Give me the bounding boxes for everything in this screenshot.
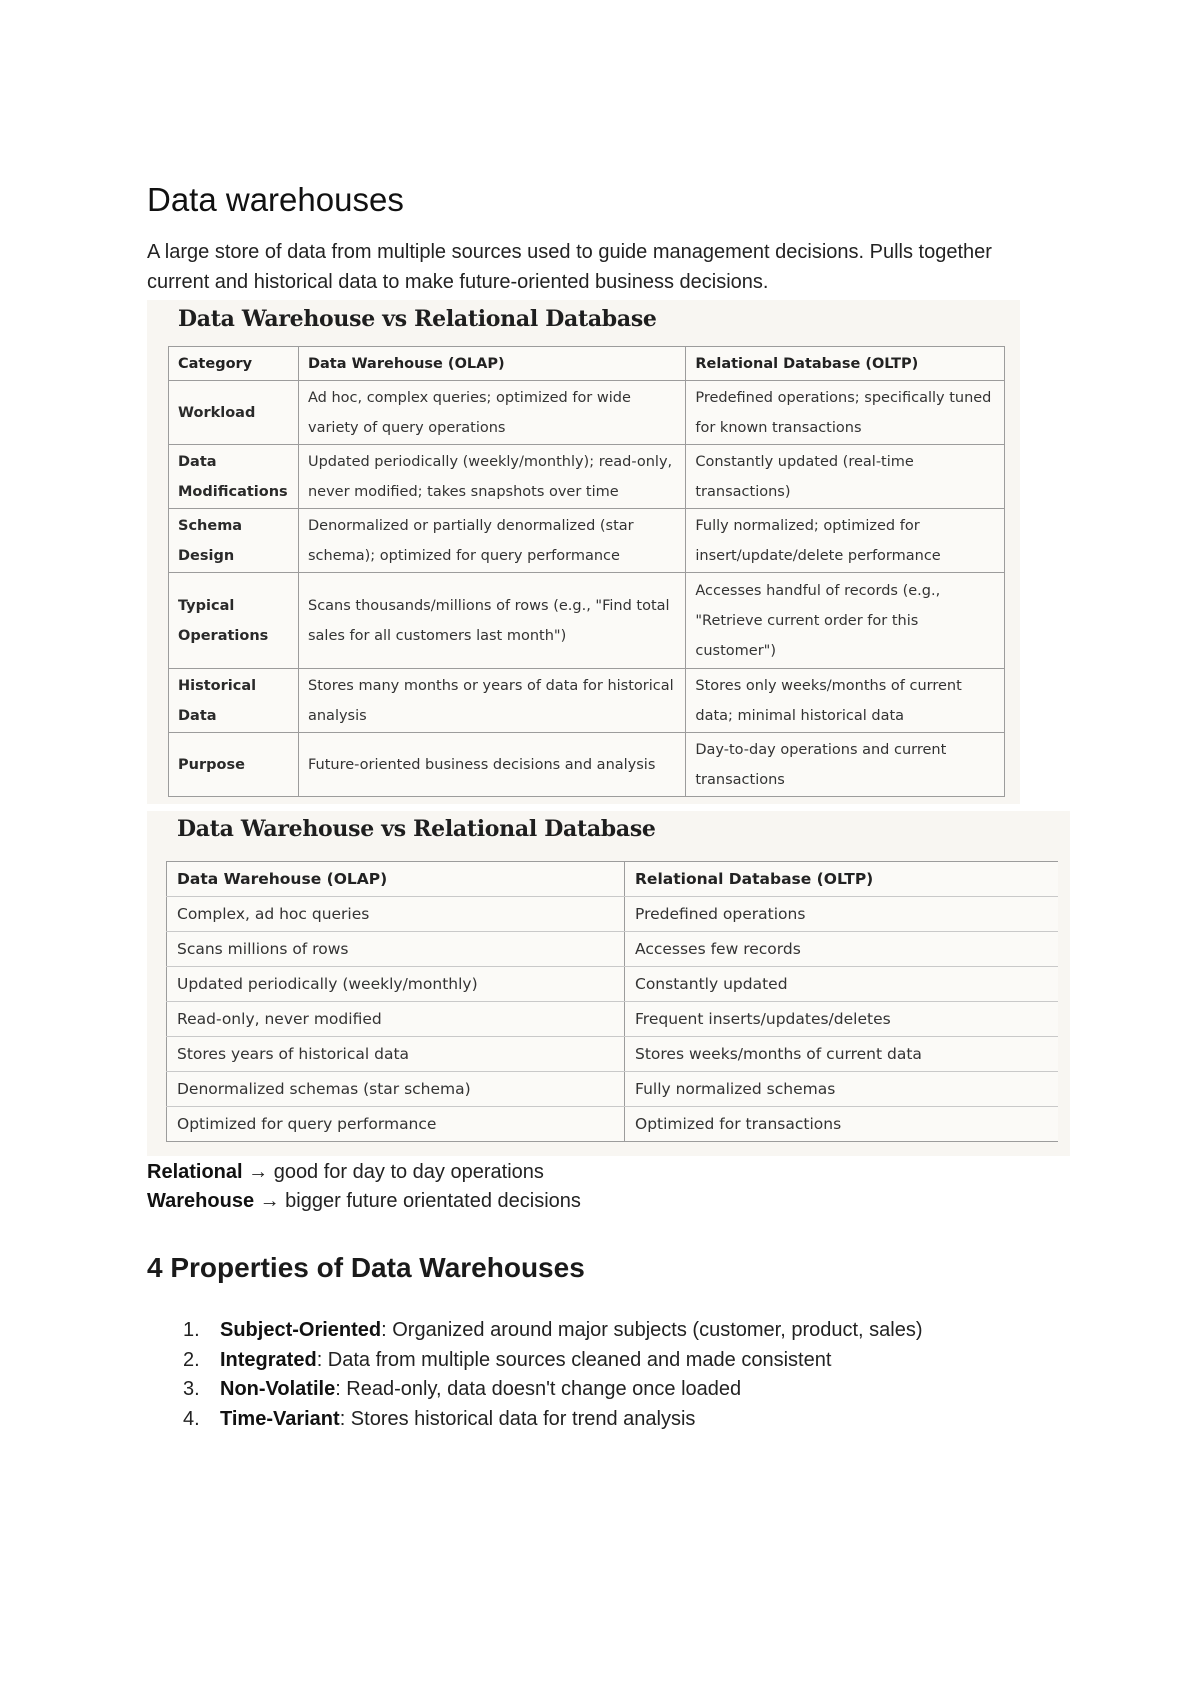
category-cell: Workload bbox=[169, 381, 299, 445]
summary-lines bbox=[147, 1158, 581, 1216]
table-cell: Stores weeks/months of current data bbox=[625, 1037, 1059, 1072]
list-number: 4. bbox=[183, 1407, 200, 1430]
summary-text: → good for day to day operations bbox=[242, 1161, 544, 1183]
category-cell: Typical Operations bbox=[169, 573, 299, 669]
table-cell: Future-oriented business decisions and analysis bbox=[298, 733, 685, 797]
column-header: Relational Database (OLTP) bbox=[686, 347, 1005, 381]
intro-paragraph: A large store of data from multiple sources used to guide management decisions. Pulls together current and historical data to make future-oriented business decisions. bbox=[147, 241, 992, 293]
table-row bbox=[169, 733, 1005, 797]
list-item bbox=[147, 1405, 923, 1435]
category-cell: Data Modifications bbox=[169, 445, 299, 509]
table-cell: Fully normalized; optimized for insert/update/delete performance bbox=[686, 509, 1005, 573]
summary-table bbox=[166, 861, 1058, 1142]
category-cell: Historical Data bbox=[169, 669, 299, 733]
table-cell: Stores only weeks/months of current data; minimal historical data bbox=[686, 669, 1005, 733]
property-term: Non-Volatile bbox=[220, 1378, 336, 1400]
table-row bbox=[169, 573, 1005, 669]
table-cell: Denormalized or partially denormalized (star schema); optimized for query performance bbox=[298, 509, 685, 573]
column-header: Data Warehouse (OLAP) bbox=[167, 862, 625, 897]
detailed-table bbox=[168, 346, 1005, 797]
table-cell: Ad hoc, complex queries; optimized for wide variety of query operations bbox=[298, 381, 685, 445]
table-cell: Constantly updated bbox=[625, 967, 1059, 1002]
table-row bbox=[169, 669, 1005, 733]
property-text: : Organized around major subjects (customer, product, sales) bbox=[381, 1319, 923, 1341]
property-term: Time-Variant bbox=[220, 1407, 340, 1430]
table-cell: Day-to-day operations and current transactions bbox=[686, 733, 1005, 797]
table-cell: Read-only, never modified bbox=[167, 1002, 625, 1037]
table-cell: Scans thousands/millions of rows (e.g., "Find total sales for all customers last month") bbox=[298, 573, 685, 669]
property-text: : Stores historical data for trend analysis bbox=[339, 1407, 696, 1430]
table-row bbox=[167, 1002, 1059, 1037]
table-cell: Denormalized schemas (star schema) bbox=[167, 1072, 625, 1107]
table-cell: Frequent inserts/updates/deletes bbox=[625, 1002, 1059, 1037]
summary-text: → bigger future orientated decisions bbox=[254, 1190, 581, 1212]
table-cell: Updated periodically (weekly/monthly) bbox=[167, 967, 625, 1002]
table-cell: Scans millions of rows bbox=[167, 932, 625, 967]
list-item bbox=[147, 1375, 923, 1405]
table-row bbox=[167, 932, 1059, 967]
table-row bbox=[167, 1037, 1059, 1072]
table-cell: Stores many months or years of data for historical analysis bbox=[298, 669, 685, 733]
table-heading: Data Warehouse vs Relational Database bbox=[177, 816, 656, 842]
table-cell: Accesses handful of records (e.g., "Retrieve current order for this customer") bbox=[686, 573, 1005, 669]
table-cell: Optimized for transactions bbox=[625, 1107, 1059, 1142]
property-text: : Read-only, data doesn't change once loaded bbox=[335, 1378, 742, 1400]
table-row bbox=[169, 445, 1005, 509]
table-cell: Updated periodically (weekly/monthly); read-only, never modified; takes snapshots over time bbox=[298, 445, 685, 509]
category-cell: Purpose bbox=[169, 733, 299, 797]
category-cell: Schema Design bbox=[169, 509, 299, 573]
column-header: Relational Database (OLTP) bbox=[625, 862, 1059, 897]
summary-line bbox=[147, 1187, 581, 1216]
table-row bbox=[167, 967, 1059, 1002]
page-title: Data warehouses bbox=[147, 181, 404, 218]
table-cell: Stores years of historical data bbox=[167, 1037, 625, 1072]
summary-term: Warehouse bbox=[147, 1190, 255, 1212]
list-number: 3. bbox=[183, 1378, 200, 1400]
properties-list bbox=[147, 1316, 923, 1434]
table-cell: Predefined operations; specifically tuned for known transactions bbox=[686, 381, 1005, 445]
table-row bbox=[167, 897, 1059, 932]
table-cell: Complex, ad hoc queries bbox=[167, 897, 625, 932]
table-cell: Optimized for query performance bbox=[167, 1107, 625, 1142]
summary-line bbox=[147, 1158, 581, 1187]
table-cell: Constantly updated (real-time transactions) bbox=[686, 445, 1005, 509]
table-cell: Predefined operations bbox=[625, 897, 1059, 932]
list-item bbox=[147, 1316, 923, 1346]
table-row bbox=[169, 381, 1005, 445]
table-row bbox=[167, 1072, 1059, 1107]
table-cell: Accesses few records bbox=[625, 932, 1059, 967]
section-title: 4 Properties of Data Warehouses bbox=[147, 1252, 585, 1283]
table-heading: Data Warehouse vs Relational Database bbox=[178, 306, 657, 332]
property-term: Subject-Oriented bbox=[220, 1319, 382, 1341]
column-header: Data Warehouse (OLAP) bbox=[298, 347, 685, 381]
summary-term: Relational bbox=[147, 1161, 243, 1183]
list-item bbox=[147, 1346, 923, 1376]
property-text: : Data from multiple sources cleaned and made consistent bbox=[316, 1348, 832, 1371]
table-row bbox=[169, 509, 1005, 573]
table-cell: Fully normalized schemas bbox=[625, 1072, 1059, 1107]
list-number: 2. bbox=[183, 1348, 200, 1371]
table-row bbox=[167, 1107, 1059, 1142]
column-header: Category bbox=[169, 347, 299, 381]
property-term: Integrated bbox=[220, 1348, 317, 1371]
list-number: 1. bbox=[183, 1319, 200, 1341]
